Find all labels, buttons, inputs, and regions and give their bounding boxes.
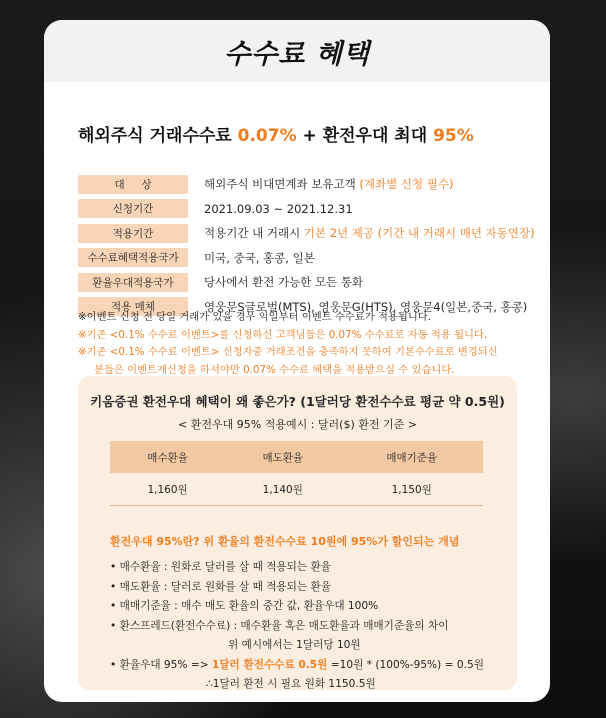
box-title: 키움증권 환전우대 혜택이 왜 좋은가? (1달러당 환전수수료 평균 약 0.5원)	[90, 394, 505, 409]
info-value-text: 미국, 중국, 홍콩, 일본	[204, 250, 315, 265]
info-value-text: 당사에서 환전 가능한 모든 통화	[204, 275, 364, 290]
rate-table	[110, 441, 483, 506]
info-rows	[78, 173, 538, 321]
notice-list	[78, 309, 528, 379]
notice-item: 분들은 이벤트재신청을 하셔야만 0.07% 수수료 혜택을 적용받으실 수 있습니다.	[94, 363, 455, 376]
info-row-apply-period	[78, 198, 538, 220]
info-value-text: 적용기간 내 거래시	[204, 226, 304, 241]
calc-highlight: 1달러 환전수수료 0.5원	[211, 658, 328, 671]
bullet-item: • 매도환율 : 달러로 원화를 살 때 적용되는 환율	[110, 580, 331, 593]
table-cell: 1,150원	[340, 473, 483, 506]
info-label: 신청기간	[78, 199, 188, 218]
info-value-text: 영웅문S글로벌(MTS), 영웅문G(HTS), 영웅문4(일본,중국, 홍콩)	[204, 299, 528, 314]
headline-rate: 95%	[433, 126, 474, 146]
title-bar	[44, 20, 550, 82]
info-row-target	[78, 173, 538, 195]
headline-fee: 0.07%	[237, 126, 297, 146]
info-row-fee-countries	[78, 247, 538, 269]
bullet-item-calc	[110, 656, 505, 676]
table-row	[110, 473, 483, 506]
table-cell: 1,160원	[110, 473, 225, 506]
info-label: 대 상	[78, 175, 188, 194]
info-row-fx-countries	[78, 271, 538, 293]
table-cell: 1,140원	[225, 473, 340, 506]
bullet-item: 위 예시에서는 1달러당 10원	[228, 639, 361, 651]
info-label: 적용 매체	[78, 297, 188, 316]
info-value	[204, 274, 363, 290]
bullet-result: ∴1달러 환전 시 필요 원화 1150.5원	[206, 678, 376, 690]
concept-text: 환전우대 95%란? 위 환율의 환전수수료 10원에 95%가 할인되는 개념	[110, 535, 460, 548]
info-value	[204, 202, 353, 216]
page-title: 수수료 혜택	[224, 38, 370, 70]
bullet-item: • 환스프레드(환전수수료) : 매수환율 혹은 매도환율과 매매기준율의 차이	[110, 619, 449, 632]
bullet-item: • 매매기준율 : 매수 매도 환율의 중간 값, 환율우대 100%	[110, 600, 379, 612]
table-header: 매도환율	[225, 441, 340, 473]
info-value-note: 기본 2년 제공 (기간 내 거래시 매년 자동연장)	[303, 226, 535, 241]
headline-middle: + 환전우대 최대	[296, 126, 434, 146]
table-header-row	[110, 441, 483, 473]
notice-item: ※기존 <0.1% 수수료 이벤트> 신청자중 거래조건을 충족하지 못하여 기본수수료로 변경되신	[78, 346, 498, 358]
box-subtitle: < 환전우대 95% 적용예시 : 달러($) 환전 기준 >	[178, 418, 417, 431]
headline	[78, 121, 474, 146]
benefit-card	[44, 20, 550, 702]
calc-prefix: • 환율우대 95% =>	[110, 658, 212, 671]
notice-item: ※기존 <0.1% 수수료 이벤트>를 신청하신 고객님들은 0.07% 수수료로 자동 적용 됩니다.	[78, 328, 488, 341]
calc-suffix: =10원 * (100%-95%) = 0.5원	[327, 658, 484, 671]
info-value	[204, 250, 315, 266]
bullet-item: • 매수환율 : 원화로 달러를 살 때 적용되는 환율	[110, 561, 331, 573]
info-row-benefit-period	[78, 222, 538, 244]
info-label: 적용기간	[78, 224, 188, 243]
info-label: 환율우대적용국가	[78, 273, 188, 292]
table-header: 매매기준율	[340, 441, 483, 473]
info-value	[204, 225, 535, 241]
info-value-text: 해외주식 비대면계좌 보유고객	[204, 177, 356, 191]
notice-item: ※이벤트 신청 전 당일 거래가 있을 경우 익일부터 이벤트 수수료가 적용됩니다.	[78, 311, 431, 323]
info-value	[204, 176, 453, 192]
bullet-list	[110, 558, 505, 695]
headline-prefix: 해외주식 거래수수료	[78, 126, 238, 146]
info-value-note: (계좌별 신청 필수)	[355, 177, 454, 191]
info-label: 수수료혜택적용국가	[78, 248, 188, 267]
table-header: 매수환율	[110, 441, 225, 473]
info-value-text: 2021.09.03 ~ 2021.12.31	[204, 201, 353, 216]
fx-explanation-box	[78, 376, 517, 690]
